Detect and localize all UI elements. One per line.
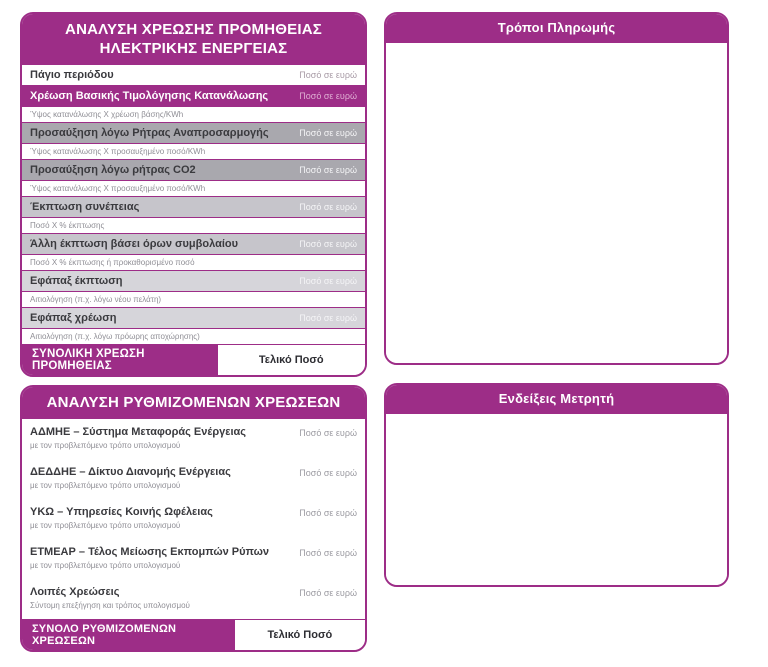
charge-row [22,159,365,196]
charge-row [22,122,365,159]
amount-placeholder: Ποσό σε ευρώ [299,91,357,102]
regulated-charge-note: με τον προβλεπόμενο τρόπο υπολογισμού [30,561,181,571]
charge-row-main [22,65,365,85]
amount-placeholder: Ποσό σε ευρώ [299,202,357,213]
charge-row-main [22,233,365,254]
charge-row [22,270,365,307]
charge-row [22,65,365,85]
regulated-charge-row [22,539,365,579]
regulated-charge-label: ΑΔΜΗΕ – Σύστημα Μεταφοράς Ενέργειας [30,426,247,439]
charge-label: Εφάπαξ χρέωση [30,312,117,325]
charge-row-main [22,85,365,106]
regulated-final-amount-placeholder: Τελικό Ποσό [235,620,365,650]
regulated-charge-label: ΔΕΔΔΗΕ – Δίκτυο Διανομής Ενέργειας [30,466,231,479]
charge-label: Έκπτωση συνέπειας [30,201,140,214]
amount-placeholder: Ποσό σε ευρώ [299,128,357,139]
regulated-charge-label: ΥΚΩ – Υπηρεσίες Κοινής Ωφέλειας [30,506,213,519]
amount-placeholder: Ποσό σε ευρώ [299,508,357,519]
regulated-charge-text [30,426,246,450]
charge-row [22,233,365,270]
charge-row-main [22,307,365,328]
regulated-charge-row [22,499,365,539]
charge-formula-note: Ποσό X % έκπτωσης ή προκαθορισμένο ποσό [22,254,365,270]
regulated-total-row [22,619,365,650]
payment-methods-panel [384,12,729,365]
charge-row-main [22,270,365,291]
supply-rows [22,65,365,344]
regulated-charge-note: με τον προβλεπόμενο τρόπο υπολογισμού [30,441,181,451]
supply-total-label: ΣΥΝΟΛΙΚΗ ΧΡΕΩΣΗ ΠΡΟΜΗΘΕΙΑΣ [22,345,218,375]
charge-formula-note: Αιτιολόγηση (π.χ. λόγω νέου πελάτη) [22,291,365,307]
regulated-charge-label: ΕΤΜΕΑΡ – Τέλος Μείωσης Εκπομπών Ρύπων [30,546,270,559]
regulated-charge-row [22,419,365,459]
charge-label: Άλλη έκπτωση βάσει όρων συμβολαίου [30,238,239,251]
amount-placeholder: Ποσό σε ευρώ [299,428,357,439]
charge-formula-note: Ποσό X % έκπτωσης [22,217,365,233]
regulated-charge-text [30,466,231,490]
charge-formula-note: Ύψος κατανάλωσης X προσαυξημένο ποσό/KWh [22,180,365,196]
charge-formula-note: Ύψος κατανάλωσης X χρέωση βάσης/KWh [22,106,365,122]
charge-label: Χρέωση Βασικής Τιμολόγησης Κατανάλωσης [30,90,269,103]
supply-total-row [22,344,365,375]
charge-row-main [22,159,365,180]
regulated-rows [22,419,365,619]
amount-placeholder: Ποσό σε ευρώ [299,165,357,176]
regulated-charge-note: με τον προβλεπόμενο τρόπο υπολογισμού [30,481,181,491]
charge-label: Προσαύξηση λόγω ρήτρας CO2 [30,164,196,177]
supply-panel-title: ΑΝΑΛΥΣΗ ΧΡΕΩΣΗΣ ΠΡΟΜΗΘΕΙΑΣ ΗΛΕΚΤΡΙΚΗΣ ΕΝΕΡΓΕΙΑΣ [22,14,365,65]
charge-formula-note: Αιτιολόγηση (π.χ. λόγω πρόωρης αποχώρησης) [22,328,365,344]
regulated-charge-row [22,459,365,499]
regulated-panel-title: ΑΝΑΛΥΣΗ ΡΥΘΜΙΖΟΜΕΝΩΝ ΧΡΕΩΣΕΩΝ [22,387,365,419]
amount-placeholder: Ποσό σε ευρώ [299,239,357,250]
charge-label: Πάγιο περιόδου [30,69,114,82]
regulated-charge-row [22,579,365,619]
charge-label: Εφάπαξ έκπτωση [30,275,123,288]
regulated-total-label: ΣΥΝΟΛΟ ΡΥΘΜΙΖΟΜΕΝΩΝ ΧΡΕΩΣΕΩΝ [22,620,235,650]
amount-placeholder: Ποσό σε ευρώ [299,313,357,324]
charge-label: Προσαύξηση λόγω Ρήτρας Αναπροσαρμογής [30,127,269,140]
regulated-charge-note: Σύντομη επεξήγηση και τρόπος υπολογισμού [30,601,190,611]
regulated-charge-text [30,546,269,570]
charge-row [22,307,365,344]
amount-placeholder: Ποσό σε ευρώ [299,468,357,479]
charge-row [22,196,365,233]
amount-placeholder: Ποσό σε ευρώ [299,588,357,599]
charge-row [22,85,365,122]
meter-readings-body [386,414,727,587]
regulated-charges-panel [20,385,367,652]
payment-methods-title: Τρόποι Πληρωμής [386,14,727,43]
amount-placeholder: Ποσό σε ευρώ [299,276,357,287]
payment-methods-body [386,43,727,365]
regulated-charge-text [30,586,190,610]
charge-row-main [22,122,365,143]
regulated-charge-text [30,506,213,530]
charge-formula-note: Ύψος κατανάλωσης X προσαυξημένο ποσό/KWh [22,143,365,159]
amount-placeholder: Ποσό σε ευρώ [299,548,357,559]
regulated-charge-label: Λοιπές Χρεώσεις [30,586,120,599]
regulated-charge-note: με τον προβλεπόμενο τρόπο υπολογισμού [30,521,181,531]
supply-charges-panel [20,12,367,377]
charge-row-main [22,196,365,217]
meter-readings-panel [384,383,729,587]
meter-readings-title: Ενδείξεις Μετρητή [386,385,727,414]
amount-placeholder: Ποσό σε ευρώ [299,70,357,81]
supply-final-amount-placeholder: Τελικό Ποσό [218,345,366,375]
